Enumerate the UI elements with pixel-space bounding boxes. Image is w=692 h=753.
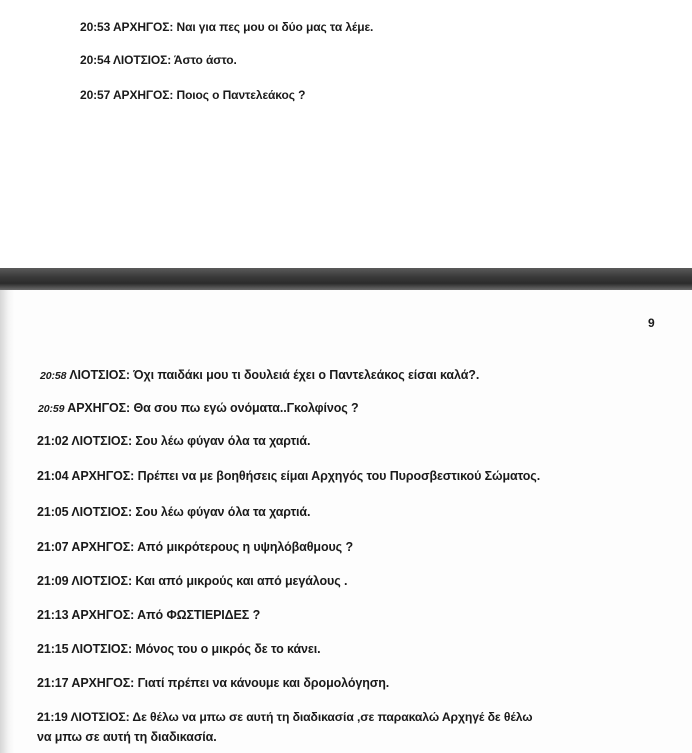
timestamp: 21:04 [37,469,69,483]
timestamp: 20:58 [40,370,67,382]
line-text: ΑΡΧΗΓΟΣ: Από μικρότερους η υψηλόβαθμους ? [68,540,353,554]
line-text: ΛΙΟΤΣΙΟΣ: Δε θέλω να μπω σε αυτή τη διαδικασία ,σε παρακαλώ Αρχηγέ δε θέλω [67,710,533,724]
transcript-line-continuation: να μπω σε αυτή τη διαδικασία. [37,730,217,744]
timestamp: 21:07 [37,540,69,554]
transcript-line [37,710,533,724]
timestamp: 21:05 [37,505,69,519]
transcript-line [37,608,260,622]
transcript-line: 20:54 ΛΙΟΤΣΙΟΣ: Άστο άστο. [80,53,237,67]
page-divider [0,268,692,290]
page-edge-shadow [0,290,14,753]
page-number: 9 [648,316,655,330]
transcript-line [38,401,359,415]
transcript-line: 20:53 ΑΡΧΗΓΟΣ: Ναι για πες μου οι δύο μας τα λέμε. [80,20,374,34]
line-text: ΛΙΟΤΣΙΟΣ: Και από μικρούς και από μεγάλους . [68,574,348,588]
line-text: ΑΡΧΗΓΟΣ: Πρέπει να με βοηθήσεις είμαι Αρχηγός του Πυροσβεστικού Σώματος. [68,469,541,483]
line-text: ΑΡΧΗΓΟΣ: Από ΦΩΣΤΙΕΡΙΔΕΣ ? [68,608,261,622]
transcript-line [37,676,389,690]
transcript-line [37,642,320,656]
timestamp: 21:15 [37,642,69,656]
line-text: ΑΡΧΗΓΟΣ: Γιατί πρέπει να κάνουμε και δρομολόγηση. [68,676,390,690]
transcript-line [37,469,540,483]
timestamp: 21:19 [37,710,68,724]
transcript-line [37,540,353,554]
line-text: ΛΙΟΤΣΙΟΣ: Όχι παιδάκι μου τι δουλειά έχει ο Παντελεάκος είσαι καλά?. [66,368,480,382]
timestamp: 21:09 [37,574,69,588]
line-text: ΛΙΟΤΣΙΟΣ: Σου λέω φύγαν όλα τα χαρτιά. [68,505,311,519]
transcript-line [37,574,347,588]
line-text: ΑΡΧΗΓΟΣ: Θα σου πω εγώ ονόματα..Γκολφίνος ? [64,401,359,415]
timestamp: 21:17 [37,676,69,690]
upper-page [0,0,692,268]
transcript-line [40,368,479,382]
transcript-line [37,434,310,448]
timestamp: 21:02 [37,434,69,448]
transcript-line [37,505,310,519]
timestamp: 21:13 [37,608,69,622]
line-text: ΛΙΟΤΣΙΟΣ: Μόνος του ο μικρός δε το κάνει. [68,642,321,656]
timestamp: 20:59 [38,403,65,415]
line-text: ΛΙΟΤΣΙΟΣ: Σου λέω φύγαν όλα τα χαρτιά. [68,434,311,448]
transcript-line: 20:57 ΑΡΧΗΓΟΣ: Ποιος ο Παντελεάκος ? [80,88,306,102]
